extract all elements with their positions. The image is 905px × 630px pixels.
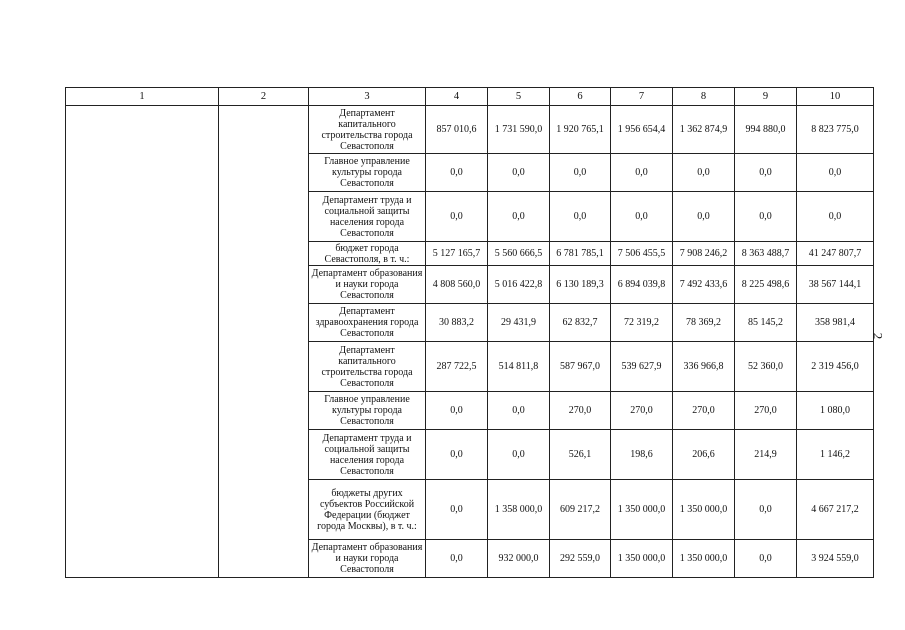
row-label: бюджет города Севастополя, в т. ч.: bbox=[309, 242, 426, 266]
row-label: Департамент капитального строительства города Севастополя bbox=[309, 106, 426, 154]
value-cell: 270,0 bbox=[673, 392, 735, 430]
value-cell: 5 016 422,8 bbox=[488, 266, 550, 304]
value-cell: 1 080,0 bbox=[797, 392, 874, 430]
value-cell: 0,0 bbox=[673, 192, 735, 242]
row-label: Департамент образования и науки города Севастополя bbox=[309, 266, 426, 304]
row-label: Департамент капитального строительства города Севастополя bbox=[309, 342, 426, 392]
column-number-4: 4 bbox=[426, 88, 488, 106]
value-cell: 1 350 000,0 bbox=[673, 540, 735, 578]
value-cell: 6 781 785,1 bbox=[550, 242, 611, 266]
row-label: Департамент труда и социальной защиты населения города Севастополя bbox=[309, 430, 426, 480]
column-number-5: 5 bbox=[488, 88, 550, 106]
column-number-7: 7 bbox=[611, 88, 673, 106]
row-label: Главное управление культуры города Севастополя bbox=[309, 392, 426, 430]
value-cell: 0,0 bbox=[797, 192, 874, 242]
table-row bbox=[66, 106, 874, 154]
value-cell: 0,0 bbox=[735, 192, 797, 242]
value-cell: 0,0 bbox=[611, 154, 673, 192]
value-cell: 0,0 bbox=[426, 192, 488, 242]
value-cell: 7 506 455,5 bbox=[611, 242, 673, 266]
value-cell: 4 667 217,2 bbox=[797, 480, 874, 540]
value-cell: 2 319 456,0 bbox=[797, 342, 874, 392]
column-number-6: 6 bbox=[550, 88, 611, 106]
column-number-8: 8 bbox=[673, 88, 735, 106]
value-cell: 0,0 bbox=[426, 430, 488, 480]
column-number-1: 1 bbox=[66, 88, 219, 106]
value-cell: 336 966,8 bbox=[673, 342, 735, 392]
value-cell: 0,0 bbox=[488, 154, 550, 192]
budget-table bbox=[65, 87, 874, 578]
value-cell: 1 362 874,9 bbox=[673, 106, 735, 154]
value-cell: 7 492 433,6 bbox=[673, 266, 735, 304]
value-cell: 0,0 bbox=[550, 154, 611, 192]
value-cell: 857 010,6 bbox=[426, 106, 488, 154]
value-cell: 198,6 bbox=[611, 430, 673, 480]
value-cell: 0,0 bbox=[735, 480, 797, 540]
value-cell: 6 894 039,8 bbox=[611, 266, 673, 304]
value-cell: 1 920 765,1 bbox=[550, 106, 611, 154]
value-cell: 292 559,0 bbox=[550, 540, 611, 578]
value-cell: 0,0 bbox=[426, 154, 488, 192]
value-cell: 0,0 bbox=[488, 192, 550, 242]
value-cell: 62 832,7 bbox=[550, 304, 611, 342]
value-cell: 0,0 bbox=[426, 480, 488, 540]
value-cell: 1 350 000,0 bbox=[611, 540, 673, 578]
value-cell: 0,0 bbox=[673, 154, 735, 192]
column-number-10: 10 bbox=[797, 88, 874, 106]
row-label: Департамент здравоохранения города Севастополя bbox=[309, 304, 426, 342]
value-cell: 1 731 590,0 bbox=[488, 106, 550, 154]
value-cell: 270,0 bbox=[735, 392, 797, 430]
value-cell: 38 567 144,1 bbox=[797, 266, 874, 304]
value-cell: 41 247 807,7 bbox=[797, 242, 874, 266]
row-label: Главное управление культуры города Севастополя bbox=[309, 154, 426, 192]
value-cell: 7 908 246,2 bbox=[673, 242, 735, 266]
value-cell: 1 350 000,0 bbox=[673, 480, 735, 540]
value-cell: 206,6 bbox=[673, 430, 735, 480]
value-cell: 526,1 bbox=[550, 430, 611, 480]
value-cell: 1 358 000,0 bbox=[488, 480, 550, 540]
value-cell: 0,0 bbox=[735, 540, 797, 578]
value-cell: 8 363 488,7 bbox=[735, 242, 797, 266]
value-cell: 609 217,2 bbox=[550, 480, 611, 540]
row-label: Департамент образования и науки города Севастополя bbox=[309, 540, 426, 578]
value-cell: 1 956 654,4 bbox=[611, 106, 673, 154]
value-cell: 539 627,9 bbox=[611, 342, 673, 392]
value-cell: 8 823 775,0 bbox=[797, 106, 874, 154]
value-cell: 214,9 bbox=[735, 430, 797, 480]
value-cell: 270,0 bbox=[611, 392, 673, 430]
empty-cell-column-2 bbox=[219, 106, 309, 578]
value-cell: 514 811,8 bbox=[488, 342, 550, 392]
value-cell: 1 146,2 bbox=[797, 430, 874, 480]
value-cell: 932 000,0 bbox=[488, 540, 550, 578]
value-cell: 0,0 bbox=[735, 154, 797, 192]
column-number-9: 9 bbox=[735, 88, 797, 106]
value-cell: 0,0 bbox=[797, 154, 874, 192]
column-number-2: 2 bbox=[219, 88, 309, 106]
row-label: Департамент труда и социальной защиты населения города Севастополя bbox=[309, 192, 426, 242]
column-number-3: 3 bbox=[309, 88, 426, 106]
value-cell: 3 924 559,0 bbox=[797, 540, 874, 578]
value-cell: 0,0 bbox=[488, 392, 550, 430]
page-number: 2 bbox=[870, 332, 886, 340]
value-cell: 30 883,2 bbox=[426, 304, 488, 342]
value-cell: 0,0 bbox=[550, 192, 611, 242]
value-cell: 0,0 bbox=[611, 192, 673, 242]
value-cell: 0,0 bbox=[426, 392, 488, 430]
value-cell: 270,0 bbox=[550, 392, 611, 430]
value-cell: 78 369,2 bbox=[673, 304, 735, 342]
empty-cell-column-1 bbox=[66, 106, 219, 578]
column-number-row bbox=[66, 88, 874, 106]
value-cell: 358 981,4 bbox=[797, 304, 874, 342]
value-cell: 52 360,0 bbox=[735, 342, 797, 392]
value-cell: 5 127 165,7 bbox=[426, 242, 488, 266]
value-cell: 1 350 000,0 bbox=[611, 480, 673, 540]
value-cell: 587 967,0 bbox=[550, 342, 611, 392]
value-cell: 994 880,0 bbox=[735, 106, 797, 154]
value-cell: 287 722,5 bbox=[426, 342, 488, 392]
value-cell: 5 560 666,5 bbox=[488, 242, 550, 266]
value-cell: 72 319,2 bbox=[611, 304, 673, 342]
value-cell: 6 130 189,3 bbox=[550, 266, 611, 304]
value-cell: 0,0 bbox=[488, 430, 550, 480]
value-cell: 29 431,9 bbox=[488, 304, 550, 342]
value-cell: 0,0 bbox=[426, 540, 488, 578]
row-label: бюджеты других субъектов Российской Федерации (бюджет города Москвы), в т. ч.: bbox=[309, 480, 426, 540]
value-cell: 8 225 498,6 bbox=[735, 266, 797, 304]
value-cell: 85 145,2 bbox=[735, 304, 797, 342]
value-cell: 4 808 560,0 bbox=[426, 266, 488, 304]
